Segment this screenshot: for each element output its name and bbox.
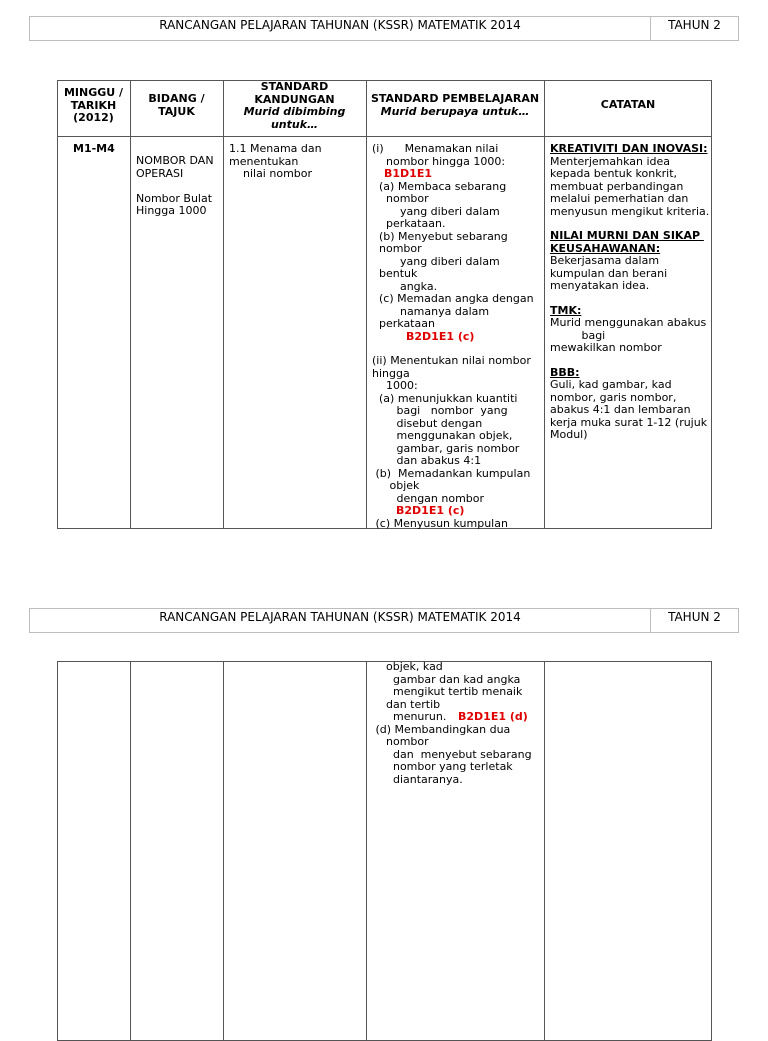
- column-divider: [366, 661, 367, 1041]
- text-line: namanya dalam: [372, 304, 490, 318]
- pembelajaran-item-i-c: [372, 293, 544, 331]
- text-line: untuk…: [270, 117, 319, 131]
- text-line: diantaranya.: [372, 772, 463, 786]
- header-title: RANCANGAN PELAJARAN TAHUNAN (KSSR) MATEMATIK 2014: [159, 18, 521, 32]
- text-line: menyatakan idea.: [550, 279, 650, 292]
- code-b2d1e1-c-2: B2D1E1 (c): [396, 504, 465, 517]
- pembelajaran-item-ii: [372, 355, 544, 505]
- text-line: objek: [372, 479, 420, 492]
- pembelajaran-continued: [372, 661, 544, 786]
- text-line: (ii) Menentukan nilai nombor: [372, 354, 531, 367]
- col-header-bidang: [130, 93, 223, 118]
- text-line: MINGGU /: [63, 86, 124, 99]
- text-line: Menterjemahkan idea: [550, 154, 671, 168]
- text-line: nombor: [372, 192, 429, 205]
- page2-header: [29, 608, 739, 633]
- text-line: (b) Menyebut sebarang: [372, 229, 508, 243]
- code-b2d1e1-c: B2D1E1 (c): [406, 329, 475, 343]
- text-line: (d) Membandingkan dua: [372, 722, 511, 736]
- catatan-value: [550, 143, 712, 442]
- text-line: menyusun mengikut kriteria.: [550, 204, 710, 218]
- text-line: mewakilkan nombor: [550, 341, 662, 354]
- text-line: menurun.: [372, 710, 447, 723]
- page1-header: [29, 16, 739, 41]
- text-line: nombor: [372, 242, 422, 255]
- kreativiti-text: [550, 156, 712, 219]
- text-line: angka.: [372, 279, 438, 293]
- page1-table: [57, 80, 712, 529]
- minggu-value: M1-M4: [73, 142, 115, 155]
- column-divider: [130, 80, 131, 529]
- col-header-standard-pembelajaran: [366, 93, 544, 118]
- text-line: gambar, garis nombor: [372, 441, 520, 455]
- pembelajaran-item-i: [372, 143, 544, 168]
- text-line: KANDUNGAN: [254, 92, 335, 106]
- text-line: (c) Memadan angka dengan: [372, 292, 534, 305]
- text-line: kumpulan dan berani: [550, 266, 668, 280]
- standard-kandungan-subtitle: [223, 106, 366, 131]
- text-line: Murid menggunakan abakus: [550, 316, 707, 329]
- page2-table: [57, 661, 712, 1041]
- text-line: nilai nombor: [229, 167, 313, 180]
- text-line: bentuk: [372, 267, 418, 280]
- text-line: nombor, garis nombor,: [550, 390, 677, 404]
- text-line: Murid dibimbing: [243, 105, 346, 118]
- column-divider: [130, 661, 131, 1041]
- text-line: 1000:: [372, 379, 418, 392]
- text-line: objek, kad: [372, 660, 443, 673]
- pembelajaran-item-i-a: [372, 181, 544, 231]
- text-line: NILAI MURNI DAN SIKAP: [550, 229, 704, 242]
- text-line: abakus 4:1 dan lembaran: [550, 403, 691, 416]
- text-line: Guli, kad gambar, kad: [550, 378, 672, 391]
- bbb-title: BBB:: [550, 365, 580, 379]
- text-line: (a) Membaca sebarang: [372, 179, 507, 193]
- text-line: melalui pemerhatian dan: [550, 192, 689, 205]
- text-line: hingga: [372, 366, 410, 380]
- text-line: BIDANG /: [148, 92, 205, 105]
- text-line: (a) menunjukkan kuantiti: [372, 391, 518, 405]
- nilai-murni-text: [550, 255, 712, 293]
- text-line: NOMBOR DAN: [136, 154, 214, 167]
- text-line: Modul): [550, 428, 588, 441]
- tmk-text: [550, 317, 712, 355]
- text-line: Bekerjasama dalam: [550, 254, 660, 267]
- text-line: TARIKH: [70, 98, 117, 112]
- standard-pembelajaran-subtitle: Murid berupaya untuk…: [380, 104, 530, 118]
- text-line: perkataan.: [372, 217, 446, 230]
- text-line: disebut dengan: [372, 416, 483, 430]
- column-divider: [223, 80, 224, 529]
- tmk-title: TMK:: [550, 303, 582, 317]
- text-line: 1.1 Menama dan: [229, 142, 322, 155]
- text-line: yang diberi dalam: [372, 204, 500, 218]
- kreativiti-title: KREATIVITI DAN INOVASI:: [550, 142, 708, 155]
- column-divider: [223, 661, 224, 1041]
- header-title: RANCANGAN PELAJARAN TAHUNAN (KSSR) MATEMATIK 2014: [159, 610, 521, 624]
- text-line: bagi: [550, 328, 606, 342]
- text-line: nombor yang terletak: [372, 760, 513, 773]
- column-divider: [366, 80, 367, 529]
- text-line: STANDARD: [260, 80, 329, 93]
- text-line: nombor hingga 1000:: [372, 154, 506, 168]
- pembelajaran-value: [372, 143, 544, 530]
- text-line: kepada bentuk konkrit,: [550, 167, 677, 180]
- text-line: nombor: [372, 735, 429, 748]
- text-line: dan tertib: [372, 697, 441, 711]
- text-line: Nombor Bulat: [136, 191, 213, 205]
- kandungan-value: [229, 143, 322, 181]
- text-line: OPERASI: [136, 166, 184, 180]
- text-line: (i) Menamakan nilai: [372, 142, 499, 155]
- bidang-value: [136, 155, 214, 218]
- col-header-standard-kandungan: [223, 81, 366, 131]
- text-line: membuat perbandingan: [550, 179, 684, 193]
- header-row-divider: [57, 136, 712, 137]
- column-divider: [544, 80, 545, 529]
- text-line: menentukan: [229, 154, 299, 168]
- pembelajaran-item-i-b: [372, 231, 544, 294]
- standard-kandungan-title: [223, 81, 366, 106]
- text-line: (2012): [73, 111, 114, 124]
- text-line: yang diberi dalam: [372, 254, 500, 268]
- text-line: [136, 180, 214, 193]
- col-header-catatan: CATATAN: [600, 98, 656, 111]
- text-line: KEUSAHAWANAN:: [550, 241, 661, 255]
- pembelajaran-item-ii-d: [372, 724, 544, 787]
- text-line: gambar dan kad angka: [372, 672, 521, 686]
- code-b2d1e1-d: B2D1E1 (d): [458, 710, 528, 723]
- text-line: Hingga 1000: [136, 204, 207, 217]
- text-line: menggunakan objek,: [372, 429, 513, 442]
- text-line: dan menyebut sebarang: [372, 747, 532, 761]
- bbb-text: [550, 379, 712, 442]
- header-year: TAHUN 2: [668, 18, 721, 32]
- text-line: dengan nombor: [372, 491, 485, 505]
- text-line: TAJUK: [158, 104, 195, 118]
- code-b1d1e1: B1D1E1: [384, 167, 432, 180]
- standard-pembelajaran-title: STANDARD PEMBELAJARAN: [370, 92, 540, 105]
- text-line: mengikut tertib menaik: [372, 685, 523, 698]
- column-divider: [544, 661, 545, 1041]
- nilai-murni-title: [550, 230, 712, 255]
- text-line: perkataan: [372, 317, 435, 330]
- text-line: (b) Memadankan kumpulan: [372, 466, 531, 480]
- col-header-minggu: [57, 87, 130, 125]
- text-line: kerja muka surat 1-12 (rujuk: [550, 415, 708, 429]
- text-line: dan abakus 4:1: [372, 454, 482, 467]
- header-year: TAHUN 2: [668, 610, 721, 624]
- pembelajaran-item-ii-c: (c) Menyusun kumpulan: [372, 516, 508, 530]
- text-line: bagi nombor yang: [372, 404, 508, 417]
